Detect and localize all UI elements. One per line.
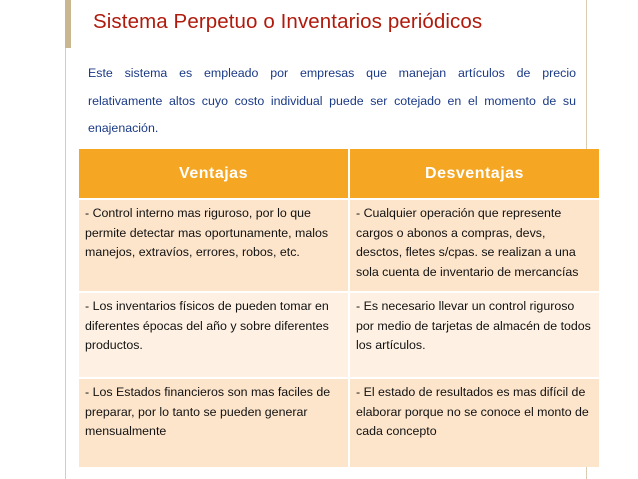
desventaja-cell: - El estado de resultados es mas difícil de elaborar porque no se conoce el monto de cada concepto	[349, 378, 599, 467]
table-row	[79, 199, 599, 292]
desventaja-cell: - Cualquier operación que represente cargos o abonos a compras, devs, desctos, fletes s/cpas. se realizan a una sola cuenta de inventario de mercancías	[349, 199, 599, 292]
ventaja-cell: - Los Estados financieros son mas faciles de preparar, por lo tanto se pueden generar mensualmente	[79, 378, 349, 467]
table-header-row	[79, 149, 599, 199]
slide-title: Sistema Perpetuo o Inventarios periódicos	[93, 10, 483, 33]
comparison-table	[79, 149, 599, 467]
header-ventajas: Ventajas	[79, 149, 349, 199]
decorative-top-bar	[65, 0, 71, 48]
table-row	[79, 378, 599, 467]
intro-paragraph: Este sistema es empleado por empresas que manejan artículos de precio relativamente altos cuyo costo individual puede ser cotejado en el momento de su enajenación.	[88, 66, 576, 135]
decorative-left-line	[65, 48, 66, 479]
ventaja-cell: - Los inventarios físicos de pueden tomar en diferentes épocas del año y sobre diferentes productos.	[79, 292, 349, 378]
desventaja-cell: - Es necesario llevar un control riguroso por medio de tarjetas de almacén de todos los artículos.	[349, 292, 599, 378]
table-row	[79, 292, 599, 378]
header-desventajas: Desventajas	[349, 149, 599, 199]
ventaja-cell: - Control interno mas riguroso, por lo que permite detectar mas oportunamente, malos manejos, extravíos, errores, robos, etc.	[79, 199, 349, 292]
